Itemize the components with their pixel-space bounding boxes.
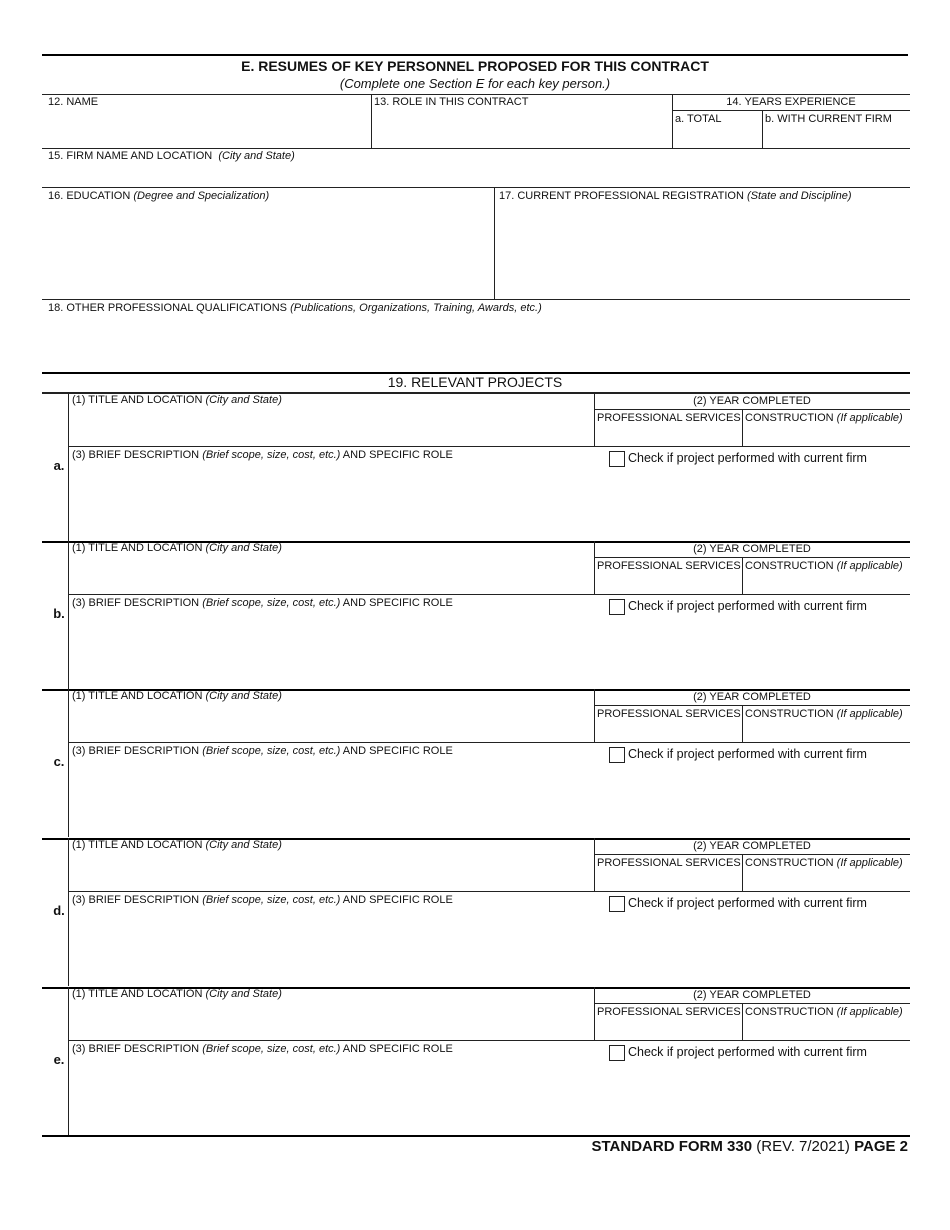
qualifications-label-text: 18. OTHER PROFESSIONAL QUALIFICATIONS [48,302,287,314]
years-total-label: a. TOTAL [675,113,722,125]
qualifications-label [48,302,542,315]
construction-label [745,857,903,870]
construction-label [745,1006,903,1019]
construction-label [745,708,903,721]
divider-16-17 [494,187,495,299]
project-letter: e. [53,1052,65,1067]
firm-name-label-text: 15. FIRM NAME AND LOCATION [48,150,213,162]
brief-description-note: (Brief scope, size, cost, etc.) [202,449,341,461]
brief-description-tail: AND SPECIFIC ROLE [342,1043,453,1055]
year-sub-divider [742,1003,743,1040]
current-firm-checkbox-label: Check if project performed with current firm [628,747,867,761]
years-current-firm-label: b. WITH CURRENT FIRM [765,113,892,125]
year-sub-divider [742,854,743,891]
brief-description-text: (3) BRIEF DESCRIPTION [72,745,200,757]
registration-label-text: 17. CURRENT PROFESSIONAL REGISTRATION [499,190,744,202]
brief-description-text: (3) BRIEF DESCRIPTION [72,1043,200,1055]
description-rule [68,446,910,447]
project-letter-divider [68,541,69,689]
construction-text: CONSTRUCTION [745,708,834,720]
registration-label [499,190,852,203]
form-name: STANDARD FORM 330 [591,1138,753,1155]
brief-description-text: (3) BRIEF DESCRIPTION [72,894,200,906]
title-location-text: (1) TITLE AND LOCATION [72,839,203,851]
project-letter: c. [53,754,65,769]
brief-description-label [72,449,453,462]
brief-description-label [72,597,453,610]
professional-services-label: PROFESSIONAL SERVICES [597,708,741,720]
brief-description-label [72,894,453,907]
current-firm-checkbox-label: Check if project performed with current firm [628,599,867,613]
name-label: 12. NAME [48,96,99,108]
current-firm-checkbox[interactable] [609,896,625,912]
year-completed-label: (2) YEAR COMPLETED [693,691,811,703]
title-location-note: (City and State) [205,394,282,406]
rule-row-15 [42,148,910,149]
professional-services-label: PROFESSIONAL SERVICES [597,857,741,869]
divider-14a-14b [762,110,763,148]
education-label-note: (Degree and Specialization) [133,190,270,202]
years-experience-label: 14. YEARS EXPERIENCE [726,96,856,108]
construction-note: (If applicable) [836,1006,903,1018]
section-title: E. RESUMES OF KEY PERSONNEL PROPOSED FOR THIS CONTRACT [241,58,709,74]
firm-name-label [48,150,295,163]
rule-row-18 [42,299,910,300]
year-sub-divider [742,557,743,594]
year-sub-rule [594,409,910,410]
rule-row-16 [42,187,910,188]
education-label-text: 16. EDUCATION [48,190,131,202]
description-rule [68,891,910,892]
title-location-text: (1) TITLE AND LOCATION [72,988,203,1000]
education-label [48,190,269,203]
year-completed-label: (2) YEAR COMPLETED [693,989,811,1001]
current-firm-checkbox[interactable] [609,1045,625,1061]
project-letter-divider [68,393,69,541]
divider-12-13 [371,94,372,148]
title-location-text: (1) TITLE AND LOCATION [72,542,203,554]
brief-description-label [72,1043,453,1056]
firm-name-label-note: (City and State) [218,150,295,162]
registration-label-note: (State and Discipline) [746,190,852,202]
year-sub-rule [594,1003,910,1004]
year-sub-rule [594,557,910,558]
construction-note: (If applicable) [836,708,903,720]
construction-text: CONSTRUCTION [745,412,834,424]
brief-description-text: (3) BRIEF DESCRIPTION [72,449,200,461]
project-title-location-label [72,542,282,555]
year-completed-label: (2) YEAR COMPLETED [693,543,811,555]
project-letter-divider [68,987,69,1135]
project-title-location-label [72,690,282,703]
projects-bottom-rule [42,1135,910,1137]
professional-services-label: PROFESSIONAL SERVICES [597,560,741,572]
title-location-note: (City and State) [205,988,282,1000]
brief-description-label [72,745,453,758]
title-location-note: (City and State) [205,542,282,554]
brief-description-tail: AND SPECIFIC ROLE [342,449,453,461]
rule-14-sub [672,110,910,111]
title-location-note: (City and State) [205,690,282,702]
brief-description-note: (Brief scope, size, cost, etc.) [202,894,341,906]
rule-row-12 [42,94,910,95]
construction-text: CONSTRUCTION [745,560,834,572]
construction-text: CONSTRUCTION [745,1006,834,1018]
section-subtitle: (Complete one Section E for each key person.) [339,76,611,91]
brief-description-tail: AND SPECIFIC ROLE [342,745,453,757]
description-rule [68,594,910,595]
year-sub-rule [594,854,910,855]
title-location-text: (1) TITLE AND LOCATION [72,394,203,406]
brief-description-note: (Brief scope, size, cost, etc.) [202,745,341,757]
construction-note: (If applicable) [836,560,903,572]
project-letter: b. [53,606,65,621]
project-letter: d. [53,903,65,918]
page-number: PAGE 2 [854,1138,908,1155]
role-label: 13. ROLE IN THIS CONTRACT [374,96,529,108]
professional-services-label: PROFESSIONAL SERVICES [597,1006,741,1018]
projects-title: 19. RELEVANT PROJECTS [387,374,563,390]
project-title-location-label [72,839,282,852]
form-footer [592,1138,909,1155]
title-location-note: (City and State) [205,839,282,851]
current-firm-checkbox[interactable] [609,451,625,467]
current-firm-checkbox-label: Check if project performed with current firm [628,1045,867,1059]
year-sub-rule [594,705,910,706]
brief-description-tail: AND SPECIFIC ROLE [342,894,453,906]
year-completed-label: (2) YEAR COMPLETED [693,840,811,852]
brief-description-tail: AND SPECIFIC ROLE [342,597,453,609]
brief-description-text: (3) BRIEF DESCRIPTION [72,597,200,609]
project-letter: a. [53,458,65,473]
year-sub-divider [742,409,743,446]
form-revision: (REV. 7/2021) [756,1138,850,1155]
construction-label [745,560,903,573]
current-firm-checkbox-label: Check if project performed with current firm [628,451,867,465]
current-firm-checkbox-label: Check if project performed with current firm [628,896,867,910]
project-letter-divider [68,689,69,837]
brief-description-note: (Brief scope, size, cost, etc.) [202,1043,341,1055]
year-sub-divider [742,705,743,742]
top-rule [42,54,908,56]
project-letter-divider [68,838,69,986]
construction-note: (If applicable) [836,412,903,424]
project-title-location-label [72,394,282,407]
qualifications-label-note: (Publications, Organizations, Training, Awards, etc.) [290,302,542,314]
year-completed-label: (2) YEAR COMPLETED [693,395,811,407]
current-firm-checkbox[interactable] [609,747,625,763]
professional-services-label: PROFESSIONAL SERVICES [597,412,741,424]
project-title-location-label [72,988,282,1001]
description-rule [68,1040,910,1041]
title-location-text: (1) TITLE AND LOCATION [72,690,203,702]
description-rule [68,742,910,743]
construction-note: (If applicable) [836,857,903,869]
construction-label [745,412,903,425]
current-firm-checkbox[interactable] [609,599,625,615]
construction-text: CONSTRUCTION [745,857,834,869]
brief-description-note: (Brief scope, size, cost, etc.) [202,597,341,609]
